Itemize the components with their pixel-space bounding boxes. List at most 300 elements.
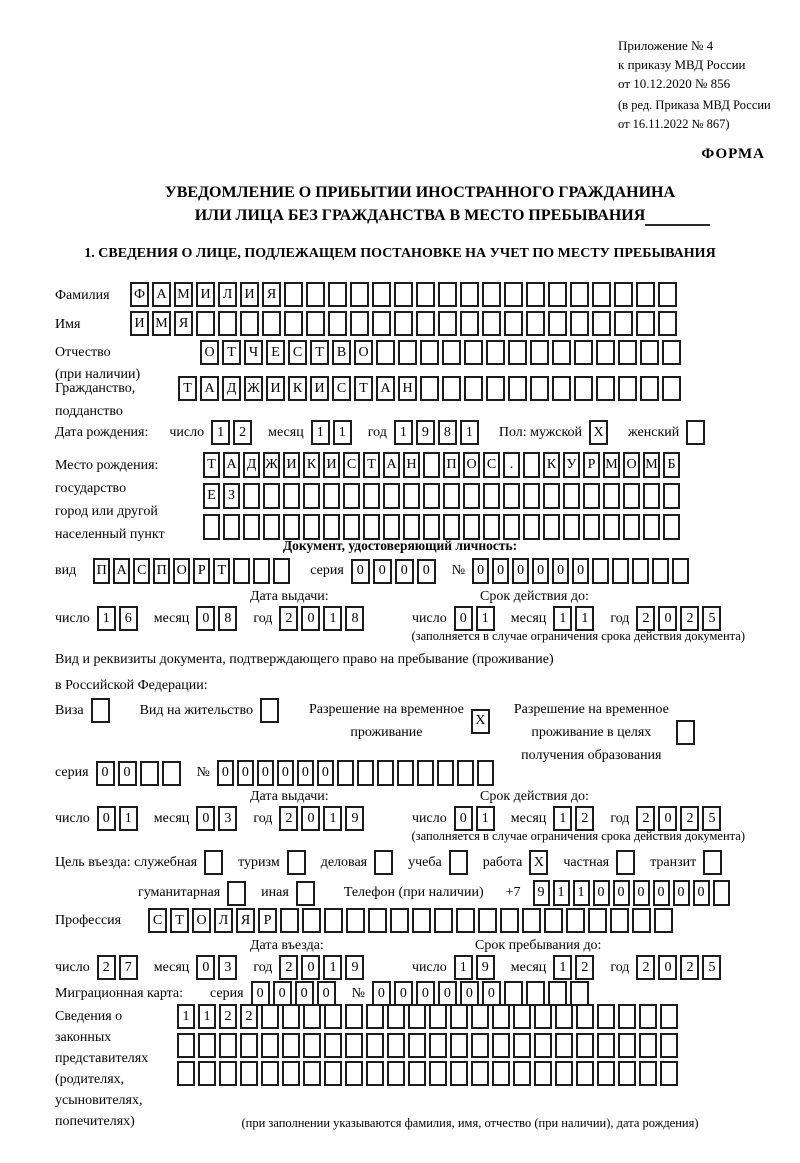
char-box[interactable] — [345, 1061, 363, 1086]
char-box[interactable]: 0 — [196, 806, 215, 831]
char-box[interactable]: Н — [403, 452, 420, 478]
char-box[interactable]: 1 — [575, 606, 594, 631]
char-box[interactable] — [460, 311, 479, 336]
char-box[interactable]: 0 — [658, 606, 677, 631]
char-box[interactable]: О — [200, 340, 219, 365]
char-box[interactable] — [563, 514, 580, 540]
char-box[interactable]: 0 — [472, 558, 489, 584]
char-box[interactable]: 8 — [345, 606, 364, 631]
char-box[interactable] — [636, 311, 655, 336]
char-box[interactable]: 0 — [257, 760, 274, 786]
char-box[interactable] — [442, 376, 461, 401]
char-box[interactable] — [363, 483, 380, 509]
char-box[interactable]: 0 — [532, 558, 549, 584]
char-box[interactable] — [303, 514, 320, 540]
char-box[interactable]: 9 — [476, 955, 495, 980]
char-box[interactable] — [450, 1033, 468, 1058]
char-box[interactable] — [282, 1033, 300, 1058]
char-box[interactable] — [618, 1033, 636, 1058]
char-box[interactable] — [403, 483, 420, 509]
char-box[interactable] — [219, 1033, 237, 1058]
char-box[interactable] — [262, 311, 281, 336]
char-box[interactable] — [403, 514, 420, 540]
char-box[interactable] — [597, 1033, 615, 1058]
char-box[interactable]: И — [240, 282, 259, 307]
char-box[interactable] — [486, 376, 505, 401]
char-box[interactable] — [660, 1004, 678, 1029]
char-box[interactable]: 2 — [575, 955, 594, 980]
char-box[interactable] — [482, 282, 501, 307]
char-box[interactable] — [504, 311, 523, 336]
char-box[interactable] — [534, 1004, 552, 1029]
char-box[interactable] — [177, 1033, 195, 1058]
char-box[interactable] — [703, 850, 722, 875]
char-box[interactable] — [592, 311, 611, 336]
char-box[interactable]: 0 — [97, 806, 116, 831]
char-box[interactable] — [227, 881, 246, 906]
char-box[interactable]: 2 — [279, 606, 298, 631]
char-box[interactable] — [343, 483, 360, 509]
char-box[interactable]: 0 — [301, 955, 320, 980]
char-box[interactable]: 1 — [553, 606, 572, 631]
char-box[interactable]: Ж — [244, 376, 263, 401]
char-box[interactable]: О — [463, 452, 480, 478]
char-box[interactable] — [662, 376, 681, 401]
char-box[interactable]: Д — [222, 376, 241, 401]
char-box[interactable] — [218, 311, 237, 336]
char-box[interactable] — [570, 981, 589, 1006]
char-box[interactable] — [408, 1033, 426, 1058]
char-box[interactable]: М — [643, 452, 660, 478]
char-box[interactable]: 0 — [417, 559, 436, 584]
char-box[interactable]: 0 — [295, 981, 314, 1006]
char-box[interactable] — [337, 760, 354, 786]
char-box[interactable] — [596, 340, 615, 365]
char-box[interactable] — [543, 514, 560, 540]
char-box[interactable] — [623, 514, 640, 540]
char-box[interactable] — [492, 1061, 510, 1086]
char-box[interactable] — [526, 282, 545, 307]
char-box[interactable]: 1 — [553, 806, 572, 831]
char-box[interactable]: 3 — [218, 806, 237, 831]
char-box[interactable] — [366, 1033, 384, 1058]
char-box[interactable]: 0 — [196, 606, 215, 631]
char-box[interactable] — [284, 282, 303, 307]
char-box[interactable]: С — [483, 452, 500, 478]
char-box[interactable] — [345, 1033, 363, 1058]
char-box[interactable]: 0 — [196, 955, 215, 980]
char-box[interactable]: 0 — [482, 981, 501, 1006]
char-box[interactable] — [283, 483, 300, 509]
char-box[interactable]: 0 — [251, 981, 270, 1006]
char-box[interactable] — [408, 1004, 426, 1029]
char-box[interactable] — [443, 483, 460, 509]
char-box[interactable]: 0 — [297, 760, 314, 786]
char-box[interactable]: 3 — [218, 955, 237, 980]
char-box[interactable] — [503, 483, 520, 509]
char-box[interactable]: Т — [363, 452, 380, 478]
char-box[interactable] — [273, 558, 290, 584]
char-box[interactable]: 0 — [438, 981, 457, 1006]
char-box[interactable] — [408, 1061, 426, 1086]
char-box[interactable]: 0 — [277, 760, 294, 786]
char-box[interactable] — [660, 1061, 678, 1086]
char-box[interactable] — [140, 761, 159, 786]
char-box[interactable] — [563, 483, 580, 509]
char-box[interactable]: Р — [258, 908, 277, 933]
char-box[interactable] — [198, 1033, 216, 1058]
char-box[interactable]: Б — [663, 452, 680, 478]
char-box[interactable] — [429, 1033, 447, 1058]
char-box[interactable] — [240, 1061, 258, 1086]
char-box[interactable] — [555, 1004, 573, 1029]
char-box[interactable] — [296, 881, 315, 906]
char-box[interactable] — [463, 483, 480, 509]
char-box[interactable] — [588, 908, 607, 933]
char-box[interactable] — [534, 1033, 552, 1058]
char-box[interactable]: П — [153, 558, 170, 584]
char-box[interactable] — [576, 1004, 594, 1029]
char-box[interactable] — [530, 340, 549, 365]
char-box[interactable]: С — [343, 452, 360, 478]
char-box[interactable]: У — [563, 452, 580, 478]
char-box[interactable]: Н — [398, 376, 417, 401]
char-box[interactable]: 0 — [512, 558, 529, 584]
char-box[interactable]: X — [529, 850, 548, 875]
char-box[interactable] — [91, 698, 110, 723]
char-box[interactable] — [456, 908, 475, 933]
char-box[interactable] — [368, 908, 387, 933]
char-box[interactable]: 0 — [317, 760, 334, 786]
char-box[interactable]: 1 — [333, 420, 352, 445]
char-box[interactable] — [570, 311, 589, 336]
char-box[interactable] — [437, 760, 454, 786]
char-box[interactable] — [442, 340, 461, 365]
char-box[interactable] — [303, 1033, 321, 1058]
char-box[interactable]: М — [174, 282, 193, 307]
char-box[interactable] — [366, 1061, 384, 1086]
char-box[interactable] — [177, 1061, 195, 1086]
char-box[interactable] — [346, 908, 365, 933]
char-box[interactable] — [543, 483, 560, 509]
char-box[interactable]: С — [332, 376, 351, 401]
char-box[interactable]: И — [283, 452, 300, 478]
char-box[interactable]: 2 — [219, 1004, 237, 1029]
char-box[interactable]: 2 — [680, 955, 699, 980]
char-box[interactable]: 1 — [476, 806, 495, 831]
char-box[interactable] — [513, 1061, 531, 1086]
char-box[interactable] — [350, 311, 369, 336]
char-box[interactable]: Т — [213, 558, 230, 584]
char-box[interactable]: П — [443, 452, 460, 478]
char-box[interactable]: 0 — [460, 981, 479, 1006]
char-box[interactable] — [287, 850, 306, 875]
char-box[interactable] — [394, 282, 413, 307]
char-box[interactable] — [676, 720, 695, 745]
char-box[interactable]: С — [288, 340, 307, 365]
char-box[interactable] — [417, 760, 434, 786]
char-box[interactable] — [504, 981, 523, 1006]
char-box[interactable] — [603, 483, 620, 509]
char-box[interactable]: X — [471, 709, 490, 734]
char-box[interactable] — [623, 483, 640, 509]
char-box[interactable] — [663, 483, 680, 509]
char-box[interactable] — [416, 282, 435, 307]
char-box[interactable]: Р — [193, 558, 210, 584]
char-box[interactable] — [457, 760, 474, 786]
char-box[interactable] — [471, 1061, 489, 1086]
char-box[interactable] — [464, 340, 483, 365]
char-box[interactable] — [303, 483, 320, 509]
char-box[interactable]: 1 — [119, 806, 138, 831]
char-box[interactable] — [350, 282, 369, 307]
char-box[interactable]: 1 — [323, 955, 342, 980]
char-box[interactable] — [672, 558, 689, 584]
char-box[interactable] — [343, 514, 360, 540]
char-box[interactable]: И — [266, 376, 285, 401]
char-box[interactable] — [243, 483, 260, 509]
char-box[interactable] — [438, 282, 457, 307]
char-box[interactable] — [555, 1061, 573, 1086]
char-box[interactable]: 0 — [395, 559, 414, 584]
char-box[interactable]: Т — [203, 452, 220, 478]
char-box[interactable]: С — [148, 908, 167, 933]
char-box[interactable] — [261, 1061, 279, 1086]
char-box[interactable] — [643, 483, 660, 509]
char-box[interactable]: 0 — [572, 558, 589, 584]
char-box[interactable]: 5 — [702, 955, 721, 980]
char-box[interactable] — [387, 1033, 405, 1058]
char-box[interactable] — [483, 483, 500, 509]
char-box[interactable] — [643, 514, 660, 540]
char-box[interactable] — [639, 1033, 657, 1058]
char-box[interactable]: 0 — [416, 981, 435, 1006]
char-box[interactable] — [303, 1004, 321, 1029]
char-box[interactable] — [450, 1061, 468, 1086]
char-box[interactable] — [483, 514, 500, 540]
char-box[interactable]: 0 — [454, 606, 473, 631]
char-box[interactable] — [223, 514, 240, 540]
char-box[interactable]: 0 — [237, 760, 254, 786]
char-box[interactable] — [583, 514, 600, 540]
char-box[interactable]: 5 — [702, 606, 721, 631]
char-box[interactable] — [387, 1004, 405, 1029]
char-box[interactable] — [282, 1004, 300, 1029]
char-box[interactable] — [574, 376, 593, 401]
char-box[interactable] — [398, 340, 417, 365]
char-box[interactable] — [383, 483, 400, 509]
char-box[interactable]: . — [503, 452, 520, 478]
char-box[interactable] — [438, 311, 457, 336]
char-box[interactable]: Т — [178, 376, 197, 401]
char-box[interactable]: О — [354, 340, 373, 365]
char-box[interactable]: 2 — [279, 806, 298, 831]
char-box[interactable]: И — [323, 452, 340, 478]
char-box[interactable]: 0 — [658, 955, 677, 980]
char-box[interactable]: О — [173, 558, 190, 584]
char-box[interactable] — [263, 514, 280, 540]
char-box[interactable] — [162, 761, 181, 786]
char-box[interactable]: 0 — [552, 558, 569, 584]
char-box[interactable]: 0 — [317, 981, 336, 1006]
char-box[interactable]: М — [152, 311, 171, 336]
char-box[interactable]: Т — [310, 340, 329, 365]
char-box[interactable]: К — [303, 452, 320, 478]
char-box[interactable]: 9 — [416, 420, 435, 445]
char-box[interactable] — [552, 340, 571, 365]
char-box[interactable]: А — [376, 376, 395, 401]
char-box[interactable]: 6 — [119, 606, 138, 631]
char-box[interactable] — [477, 760, 494, 786]
char-box[interactable]: 8 — [218, 606, 237, 631]
char-box[interactable]: П — [93, 558, 110, 584]
char-box[interactable] — [639, 1004, 657, 1029]
char-box[interactable] — [471, 1004, 489, 1029]
char-box[interactable]: 1 — [323, 606, 342, 631]
char-box[interactable]: 1 — [177, 1004, 195, 1029]
char-box[interactable] — [658, 311, 677, 336]
char-box[interactable] — [377, 760, 394, 786]
char-box[interactable]: 1 — [460, 420, 479, 445]
char-box[interactable]: 0 — [613, 880, 630, 906]
char-box[interactable] — [345, 1004, 363, 1029]
char-box[interactable] — [583, 483, 600, 509]
char-box[interactable] — [363, 514, 380, 540]
char-box[interactable] — [555, 1033, 573, 1058]
char-box[interactable] — [508, 340, 527, 365]
char-box[interactable] — [463, 514, 480, 540]
char-box[interactable]: 1 — [553, 955, 572, 980]
char-box[interactable] — [240, 1033, 258, 1058]
char-box[interactable]: А — [223, 452, 240, 478]
char-box[interactable] — [576, 1033, 594, 1058]
char-box[interactable] — [387, 1061, 405, 1086]
char-box[interactable]: Е — [266, 340, 285, 365]
char-box[interactable] — [323, 514, 340, 540]
char-box[interactable]: 0 — [673, 880, 690, 906]
char-box[interactable]: О — [623, 452, 640, 478]
char-box[interactable] — [513, 1004, 531, 1029]
char-box[interactable] — [522, 908, 541, 933]
char-box[interactable]: 0 — [372, 981, 391, 1006]
char-box[interactable] — [198, 1061, 216, 1086]
char-box[interactable] — [640, 376, 659, 401]
char-box[interactable]: 0 — [693, 880, 710, 906]
char-box[interactable] — [374, 850, 393, 875]
char-box[interactable]: 0 — [658, 806, 677, 831]
char-box[interactable] — [713, 880, 730, 906]
char-box[interactable] — [372, 282, 391, 307]
char-box[interactable] — [261, 1004, 279, 1029]
char-box[interactable] — [482, 311, 501, 336]
char-box[interactable] — [548, 282, 567, 307]
char-box[interactable]: Т — [222, 340, 241, 365]
char-box[interactable] — [652, 558, 669, 584]
char-box[interactable]: 2 — [575, 806, 594, 831]
char-box[interactable] — [372, 311, 391, 336]
char-box[interactable]: 1 — [198, 1004, 216, 1029]
char-box[interactable] — [654, 908, 673, 933]
char-box[interactable]: З — [223, 483, 240, 509]
char-box[interactable] — [303, 1061, 321, 1086]
char-box[interactable]: 2 — [636, 806, 655, 831]
char-box[interactable] — [603, 514, 620, 540]
char-box[interactable] — [324, 1061, 342, 1086]
char-box[interactable]: 0 — [454, 806, 473, 831]
char-box[interactable] — [523, 483, 540, 509]
char-box[interactable]: В — [332, 340, 351, 365]
char-box[interactable] — [618, 340, 637, 365]
char-box[interactable] — [324, 1033, 342, 1058]
char-box[interactable] — [280, 908, 299, 933]
char-box[interactable] — [500, 908, 519, 933]
char-box[interactable] — [640, 340, 659, 365]
char-box[interactable] — [423, 514, 440, 540]
char-box[interactable] — [658, 282, 677, 307]
char-box[interactable] — [306, 282, 325, 307]
char-box[interactable] — [530, 376, 549, 401]
char-box[interactable] — [523, 452, 540, 478]
char-box[interactable] — [566, 908, 585, 933]
char-box[interactable]: 1 — [476, 606, 495, 631]
char-box[interactable] — [394, 311, 413, 336]
char-box[interactable]: 1 — [573, 880, 590, 906]
char-box[interactable] — [548, 311, 567, 336]
char-box[interactable]: К — [543, 452, 560, 478]
char-box[interactable] — [260, 698, 279, 723]
char-box[interactable]: Ф — [130, 282, 149, 307]
char-box[interactable] — [616, 850, 635, 875]
char-box[interactable] — [324, 908, 343, 933]
char-box[interactable]: 0 — [351, 559, 370, 584]
char-box[interactable]: С — [133, 558, 150, 584]
char-box[interactable]: Т — [170, 908, 189, 933]
char-box[interactable] — [548, 981, 567, 1006]
char-box[interactable] — [686, 420, 705, 445]
char-box[interactable] — [420, 340, 439, 365]
char-box[interactable]: 0 — [373, 559, 392, 584]
char-box[interactable] — [663, 514, 680, 540]
char-box[interactable]: Л — [218, 282, 237, 307]
char-box[interactable] — [526, 311, 545, 336]
char-box[interactable]: 2 — [233, 420, 252, 445]
char-box[interactable]: И — [310, 376, 329, 401]
char-box[interactable] — [429, 1061, 447, 1086]
char-box[interactable] — [597, 1004, 615, 1029]
char-box[interactable]: 7 — [119, 955, 138, 980]
char-box[interactable] — [243, 514, 260, 540]
char-box[interactable]: 2 — [680, 606, 699, 631]
char-box[interactable] — [610, 908, 629, 933]
char-box[interactable] — [614, 282, 633, 307]
char-box[interactable]: А — [113, 558, 130, 584]
char-box[interactable] — [544, 908, 563, 933]
char-box[interactable] — [618, 376, 637, 401]
char-box[interactable]: 0 — [593, 880, 610, 906]
char-box[interactable] — [504, 282, 523, 307]
char-box[interactable]: 0 — [301, 806, 320, 831]
char-box[interactable]: 9 — [533, 880, 550, 906]
char-box[interactable] — [240, 311, 259, 336]
char-box[interactable]: 2 — [279, 955, 298, 980]
char-box[interactable]: 1 — [394, 420, 413, 445]
char-box[interactable] — [434, 908, 453, 933]
char-box[interactable]: А — [383, 452, 400, 478]
char-box[interactable] — [523, 514, 540, 540]
char-box[interactable] — [662, 340, 681, 365]
char-box[interactable] — [204, 850, 223, 875]
char-box[interactable] — [390, 908, 409, 933]
